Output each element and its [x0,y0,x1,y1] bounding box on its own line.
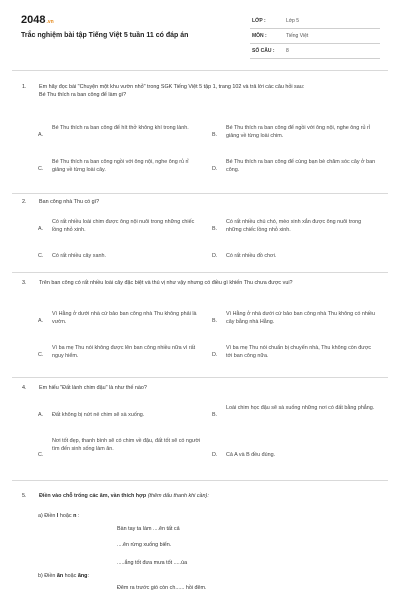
option-label: B. [212,412,218,418]
part-a-label [38,512,79,520]
question-stem: Ban công nhà Thu có gì? [39,199,100,205]
part-b-line-1[interactable]: Đêm ra trước gió còn ch...... hồi đêm. [117,585,207,591]
part-a-line-1[interactable]: Bàn tay ta làm ....ên tất cả [117,526,180,532]
part-label-end: : [76,513,80,519]
option-text: Có rất nhiều loài chim được ông nội nuôi trong những chiếc lồng nhỏ xinh. [52,219,195,234]
question-stem [39,83,379,100]
question-number: 4. [22,385,27,391]
divider [12,480,388,481]
option-text: Vì Hằng ở dưới nhà cứ bảo ban công nhà Thu không phải là vườn. [52,311,197,326]
question-number: 1. [22,84,27,90]
option-label: B. [212,226,218,232]
option-text: Đất không bị nứt nẻ chim sẽ sà xuống. [52,412,145,418]
option-text: Bé Thu thích ra ban công để hít thở không khí trong lành. [52,125,189,131]
part-b-label [38,572,89,580]
option-label: A. [38,226,44,232]
divider [12,377,388,378]
part-label-bold: ăn [56,573,64,579]
option-text: Loài chim học đậu sẽ sà xuống những nơi có đất bằng phẳng. [226,405,375,411]
logo-domain: .vn [46,19,54,25]
part-a-line-2[interactable]: ....ên rừng xuống biển. [117,542,172,548]
part-label-text: a) Điền [38,513,57,519]
option-label: D. [212,452,218,458]
option-text: Có rất nhiều đồ chơi. [226,253,277,259]
question-stem [39,492,379,500]
part-label-bold: l [56,513,59,519]
part-label-mid: hoặc [63,573,78,579]
part-label-mid: hoặc [58,513,74,519]
meta-value: 8 [286,48,289,54]
question-number: 5. [22,493,27,499]
option-text: Vì Hằng ở nhà dưới cứ bảo ban công nhà Thu không có nhiều cây bằng nhà Hằng. [226,311,376,326]
option-text: Có rất nhiều chú chó, mèo xinh xắn được ông nuôi trong những chiếc lồng nhỏ xinh. [226,219,362,234]
option-label: B. [212,318,218,324]
divider [12,272,388,273]
divider [12,70,388,71]
header [0,0,400,66]
part-label-bold2: ăng [77,573,88,579]
option-label: C. [38,452,44,458]
meta-value: Lớp 5 [286,18,300,24]
option-label: D. [212,166,218,172]
option-label: B. [212,132,218,138]
meta-row-subject [250,29,380,44]
part-label-end: : [87,573,89,579]
option-text: Bé Thu thích ra ban công ngồi với ông nội, nghe ông rủ rỉ giảng về từng loài cây. [52,159,189,174]
logo-text: 2048 [21,14,46,26]
option-text: Có rất nhiều cây xanh. [52,253,106,259]
meta-table [250,14,380,59]
stem-text: Em hãy đọc bài "Chuyện một khu vườn nhỏ" trong SGK Tiếng Việt 5 tập 1, trang 102 và trả lời các câu hỏi sau: [39,84,305,90]
meta-label: LỚP : [252,18,266,24]
question-stem: Trên ban công có rất nhiều loài cây đặc biệt và thú vị như vậy nhưng có điều gì khiến Thu chưa được vui? [39,280,293,286]
option-text: Nơi tốt đẹp, thanh bình sẽ có chim về đậu, đất tốt sẽ có người tìm đến sinh sống làm ăn. [52,438,201,453]
option-text: Bé Thu thích ra ban công để cùng bạn bè chăm sóc cây ở ban công. [226,159,376,174]
option-label: D. [212,253,218,259]
option-text: Vì ba mẹ Thu nói không được lên ban công nhiều nữa vì rất nguy hiểm. [52,345,196,360]
option-label: D. [212,352,218,358]
option-label: C. [38,166,44,172]
part-a-line-3[interactable]: .....ắng tốt đưa mưa tốt .....ùa [117,560,188,566]
meta-row-class [250,14,380,29]
option-label: C. [38,253,44,259]
option-label: A. [38,318,44,324]
stem-sub: Bé Thu thích ra ban công để làm gì? [39,92,127,99]
meta-row-count [250,44,380,59]
part-label-bold2: n [73,513,77,519]
meta-label: SỐ CÂU : [252,48,275,54]
option-text: Cả A và B đều đúng. [226,452,276,458]
divider [12,193,388,194]
option-label: A. [38,132,44,138]
option-label: A. [38,412,44,418]
stem-bold: Điền vào chỗ trống các âm, vần thích hợp [39,493,147,499]
question-stem: Em hiểu "Đất lành chim đậu" là như thế nào? [39,385,147,391]
meta-value: Tiếng Việt [286,33,309,39]
option-label: C. [38,352,44,358]
question-number: 2. [22,199,27,205]
meta-label: MÔN : [252,33,267,39]
option-text: Bé Thu thích ra ban công để ngồi với ông nội, nghe ông rủ rỉ giảng về từng loài chim. [226,125,370,140]
site-logo[interactable] [21,14,54,26]
part-label-text: b) Điền [38,573,57,579]
page-title: Trắc nghiệm bài tập Tiếng Việt 5 tuần 11 có đáp án [21,32,189,39]
question-number: 3. [22,280,27,286]
option-text: Vì ba mẹ Thu nói chuẩn bị chuyển nhà, Thu không còn được tới ban công nữa. [226,345,372,360]
stem-italic: (thêm dấu thanh khi cần): [147,493,209,499]
